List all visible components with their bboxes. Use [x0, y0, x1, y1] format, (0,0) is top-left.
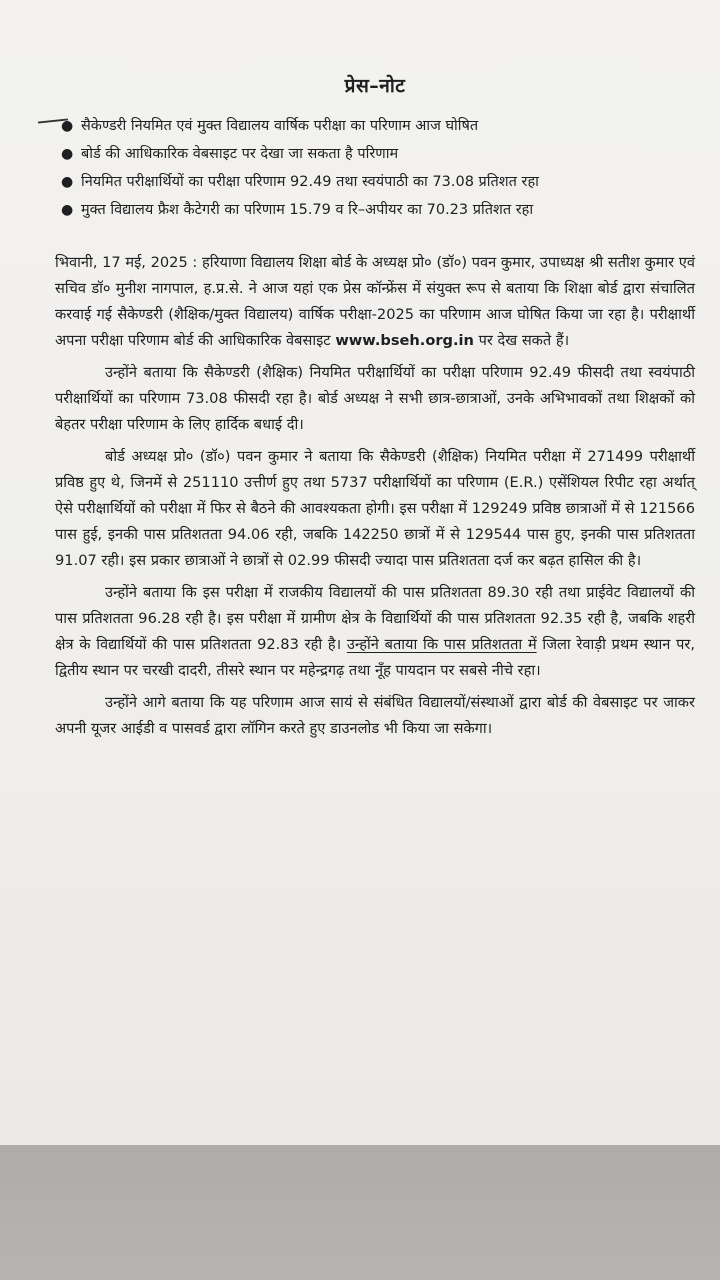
document-title: प्रेस–नोट	[344, 75, 406, 97]
paragraph-school-performance: उन्होंने बताया कि इस परीक्षा में राजकीय विद्यालयों की पास प्रतिशतता 89.30 रही तथा प्राईवेट विद्यालयों की पास प्रतिशतता 96.28 रही है। इस परीक्षा में ग्रामीण क्षेत्र के विद्यार्थियों की पास प्रतिशतता 92.35 रही है, जबकि शहरी क्षेत्र के विद्यार्थियों की पास प्रतिशतता 92.83 रही है। उन्होंने बताया कि पास प्रतिशतता में जिला रेवाड़ी प्रथम स्थान पर, द्वितीय स्थान पर चरखी दादरी, तीसरे स्थान पर महेन्द्रगढ़ तथा नूँह पायदान पर सबसे नीचे रहा।	[55, 584, 695, 679]
document-content	[55, 72, 695, 748]
paragraph-statistics: बोर्ड अध्यक्ष प्रो० (डॉ०) पवन कुमार ने बताया कि सैकेण्डरी (शैक्षिक) नियमित परीक्षा में 271499 परीक्षार्थी प्रविष्ठ हुए थे, जिनमें से 251110 उत्तीर्ण हुए तथा 5737 परीक्षार्थियों का परिणाम (E.R.) एसेंशियल रिपीट रहा अर्थात् ऐसे परीक्षार्थियों को परीक्षा में फिर से बैठने की आवश्यकता होगी। इस परीक्षा में 129249 प्रविष्ठ छात्राओं में से 121566 पास हुई, इनकी पास प्रतिशतता 94.06 रही, जबकि 142250 छात्रों में से 129544 पास हुए, इनकी पास प्रतिशतता 91.07 रही। इस प्रकार छात्राओं ने छात्रों से 02.99 फीसदी ज्यादा पास प्रतिशतता दर्ज कर बढ़त हासिल की है।	[55, 448, 695, 569]
bullet-icon: ●	[61, 146, 74, 162]
list-item: ● सैकेण्डरी नियमित एवं मुक्त विद्यालय वार्षिक परीक्षा का परिणाम आज घोषित	[55, 112, 695, 140]
website-link[interactable]: www.bseh.org.in	[335, 332, 474, 349]
bullet-icon: ●	[61, 202, 74, 218]
table-surface	[0, 1145, 720, 1280]
paragraph-results: उन्होंने बताया कि सैकेण्डरी (शैक्षिक) नियमित परीक्षार्थियों का परीक्षा परिणाम 92.49 फीसदी तथा स्वयंपाठी परीक्षार्थियों का परिणाम 73.08 फीसदी रहा है। बोर्ड अध्यक्ष ने सभी छात्र-छात्राओं, उनके अभिभावकों तथा शिक्षकों को बेहतर परीक्षा परिणाम के लिए हार्दिक बधाई दी।	[55, 364, 695, 433]
paragraph-download-info: उन्होंने आगे बताया कि यह परिणाम आज सायं से संबंधित विद्यालयों/संस्थाओं द्वारा बोर्ड की वेबसाइट पर जाकर अपनी यूजर आईडी व पासवर्ड द्वारा लॉगिन करते हुए डाउनलोड भी किया जा सकेगा।	[55, 694, 695, 737]
list-item: ● मुक्त विद्यालय फ्रैश कैटेगरी का परिणाम 15.79 व रि–अपीयर का 70.23 प्रतिशत रहा	[55, 196, 695, 224]
bullet-icon: ●	[61, 174, 74, 190]
underlined-text: उन्होंने बताया कि पास प्रतिशतता में	[346, 636, 537, 653]
paragraph-intro: भिवानी, 17 मई, 2025 : हरियाणा विद्यालय शिक्षा बोर्ड के अध्यक्ष प्रो० (डॉ०) पवन कुमार, उपाध्यक्ष श्री सतीश कुमार एवं सचिव डॉ० मुनीश नागपाल, ह.प्र.से. ने आज यहां एक प्रेस कॉन्फ्रेंस में संयुक्त रूप से बताया कि शिक्षा बोर्ड द्वारा संचालित करवाई गई सैकेण्डरी (शैक्षिक/मुक्त विद्यालय) वार्षिक परीक्षा-2025 का परिणाम आज घोषित किया जा रहा है। परीक्षार्थी अपना परीक्षा परिणाम बोर्ड की आधिकारिक वेबसाइट www.bseh.org.in पर देख सकते हैं।	[55, 254, 695, 349]
list-item: ● बोर्ड की आधिकारिक वेबसाइट पर देखा जा सकता है परिणाम	[55, 140, 695, 168]
highlights-list	[55, 112, 695, 224]
list-item: ● नियमित परीक्षार्थियों का परीक्षा परिणाम 92.49 तथा स्वयंपाठी का 73.08 प्रतिशत रहा	[55, 168, 695, 196]
bullet-icon: ●	[61, 118, 74, 134]
